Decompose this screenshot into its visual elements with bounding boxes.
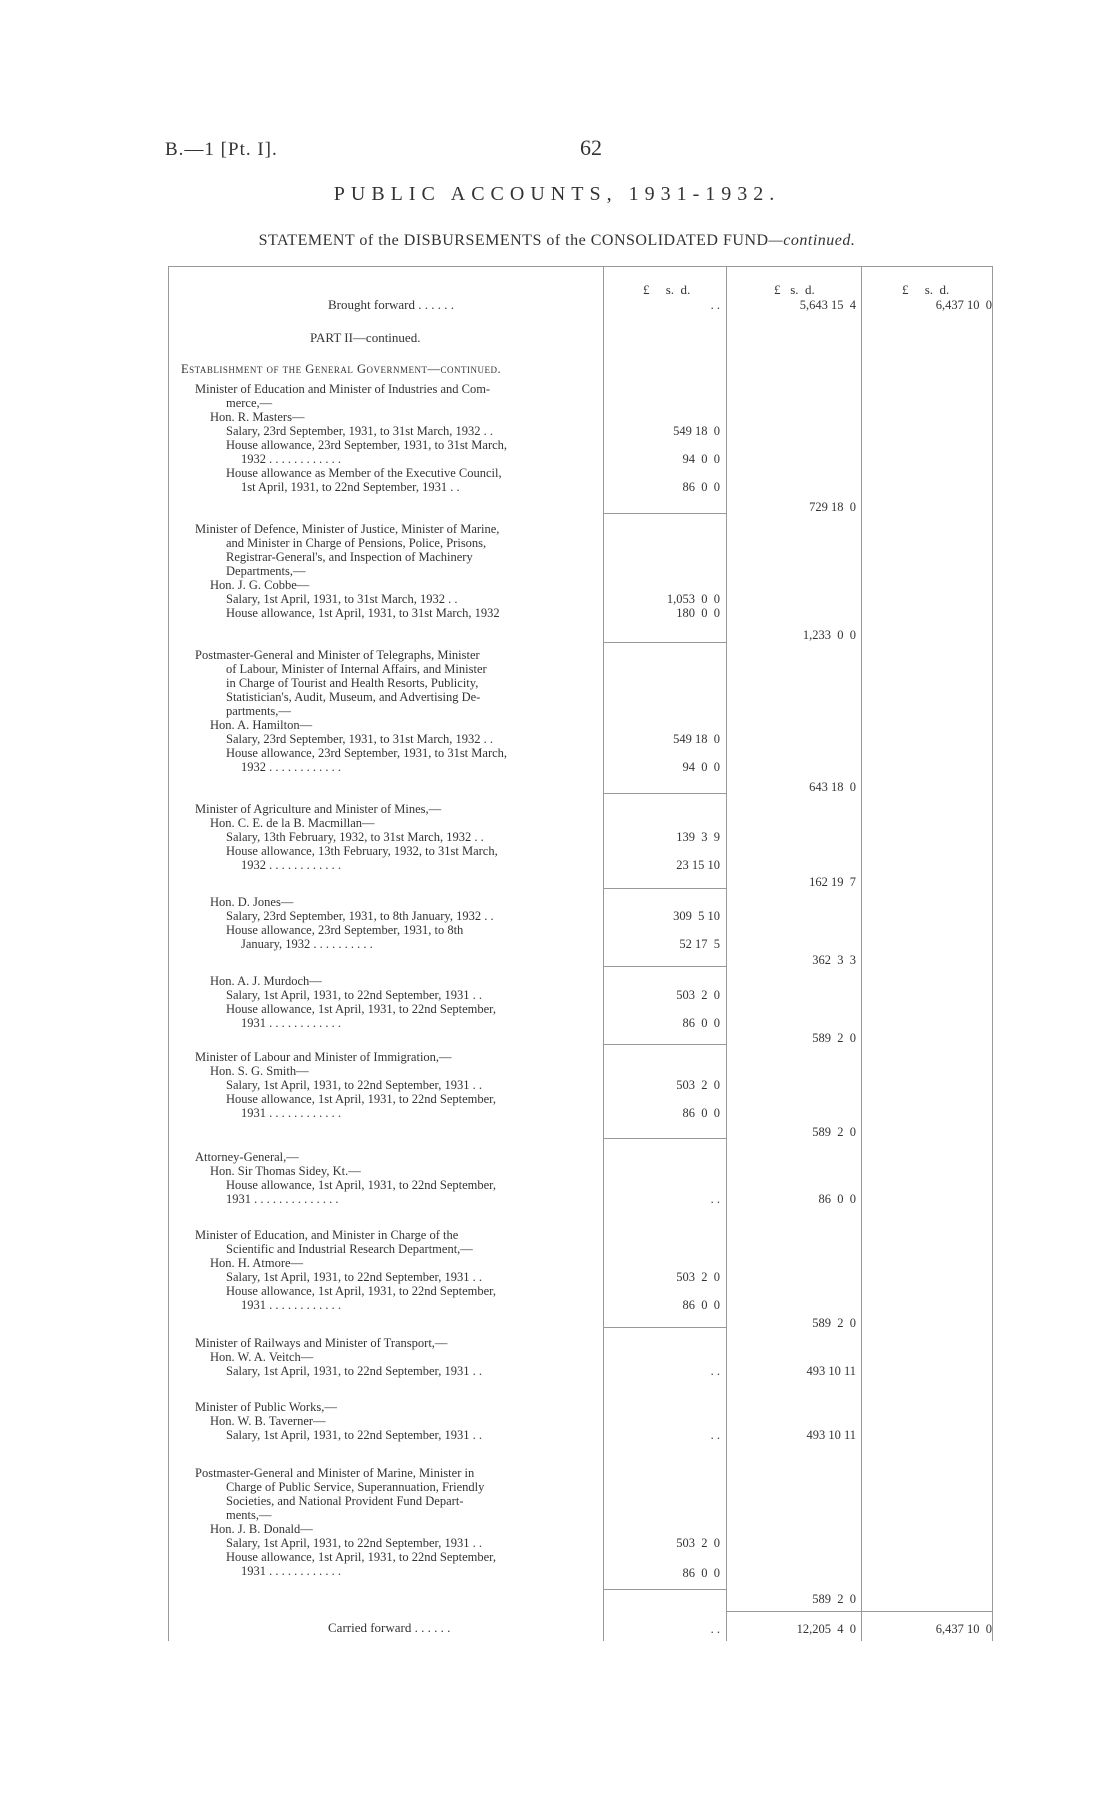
amount-subtotal: 729 18 0	[809, 500, 856, 514]
amount-subtotal: 362 3 3	[812, 953, 856, 967]
brought-forward-label: Brought forward . . . . . .	[328, 297, 455, 312]
entry-line: House allowance, 1st April, 1931, to 22nd September,	[226, 1284, 496, 1298]
entry-line: House allowance, 13th February, 1932, to 31st March,	[226, 844, 498, 858]
amount-house-allowance: 23 15 10	[676, 858, 720, 872]
entry-line: Postmaster-General and Minister of Marine, Minister in	[195, 1466, 475, 1480]
amount-col1: . .	[710, 1364, 720, 1378]
amount-house-allowance: 86 0 0	[682, 1298, 720, 1312]
entry-line: House allowance, 1st April, 1931, to 22nd September,	[226, 1178, 496, 1192]
amount-salary: 503 2 0	[676, 1270, 720, 1284]
entry-line: merce,—	[226, 396, 273, 410]
amount-salary: 549 18 0	[673, 424, 720, 438]
amount-house-allowance: 52 17 5	[679, 937, 720, 951]
amount-subtotal: 162 19 7	[809, 875, 856, 889]
entry-line: Minister of Defence, Minister of Justice, Minister of Marine,	[195, 522, 500, 536]
entry-line: in Charge of Tourist and Health Resorts, Publicity,	[226, 676, 479, 690]
entry-line: Salary, 1st April, 1931, to 22nd September, 1931 . .	[226, 1428, 482, 1442]
amount-salary: 1,053 0 0	[666, 592, 720, 606]
subtotal-rule-4	[603, 888, 726, 889]
entry-line: 1932 . . . . . . . . . . . .	[241, 760, 341, 774]
amount-house-allowance: 94 0 0	[682, 452, 720, 466]
entry-line: Hon. J. B. Donald—	[210, 1522, 313, 1536]
entry-line: partments,—	[226, 704, 291, 718]
amount-subtotal: 589 2 0	[812, 1592, 856, 1606]
entry-line: 1932 . . . . . . . . . . . .	[241, 452, 341, 466]
amount-salary: 503 2 0	[676, 1078, 720, 1092]
entry-line: House allowance, 1st April, 1931, to 31st March, 1932	[226, 606, 500, 620]
entry-line: 1931 . . . . . . . . . . . .	[241, 1564, 341, 1578]
entry-line: Hon. S. G. Smith—	[210, 1064, 309, 1078]
entry-line: 1931 . . . . . . . . . . . .	[241, 1016, 341, 1030]
entry-line: Hon. A. J. Murdoch—	[210, 974, 322, 988]
entry-line: 1st April, 1931, to 22nd September, 1931 . .	[241, 480, 460, 494]
column-1-heading: £ s. d.	[643, 282, 691, 297]
entry-line: Salary, 1st April, 1931, to 22nd September, 1931 . .	[226, 1270, 482, 1284]
carried-forward-rule	[726, 1611, 992, 1612]
entry-line: Minister of Labour and Minister of Immigration,—	[195, 1050, 452, 1064]
entry-line: House allowance as Member of the Executive Council,	[226, 466, 502, 480]
table-left-rule	[168, 266, 169, 1641]
subtitle-main: STATEMENT of the DISBURSEMENTS of the CONSOLIDATED FUND	[258, 232, 769, 249]
entry-line: Salary, 1st April, 1931, to 31st March, 1932 . .	[226, 592, 458, 606]
column-3-heading: £ s. d.	[902, 282, 950, 297]
entry-line: Societies, and National Provident Fund Depart-	[226, 1494, 464, 1508]
amount-house-allowance: 86 0 0	[682, 1106, 720, 1120]
entry-line: Postmaster-General and Minister of Telegraphs, Minister	[195, 648, 480, 662]
amount-subtotal: 589 2 0	[812, 1316, 856, 1330]
entry-line: and Minister in Charge of Pensions, Police, Prisons,	[226, 536, 487, 550]
entry-line: 1932 . . . . . . . . . . . .	[241, 858, 341, 872]
part-heading: PART II—continued.	[310, 330, 421, 345]
amount-col1: . .	[710, 1428, 720, 1442]
subtitle-continued: —continued.	[768, 232, 856, 249]
subtotal-rule-8	[603, 1327, 726, 1328]
entry-line: Statistician's, Audit, Museum, and Advertising De-	[226, 690, 481, 704]
entry-line: Hon. Sir Thomas Sidey, Kt.—	[210, 1164, 361, 1178]
amount-subtotal: 643 18 0	[809, 780, 856, 794]
brought-forward-col3: 6,437 10 0	[935, 298, 992, 312]
entry-line: ments,—	[226, 1508, 272, 1522]
entry-line: Salary, 1st April, 1931, to 22nd September, 1931 . .	[226, 1536, 482, 1550]
amount-house-allowance: 86 0 0	[682, 1566, 720, 1580]
subtotal-rule-9	[603, 1589, 726, 1590]
carried-forward-col3: 6,437 10 0	[935, 1622, 992, 1636]
entry-line: Salary, 23rd September, 1931, to 31st March, 1932 . .	[226, 732, 494, 746]
column-3-rule	[861, 266, 862, 1641]
subtotal-rule-1	[603, 513, 726, 514]
entry-line: Hon. W. A. Veitch—	[210, 1350, 314, 1364]
entry-line: Attorney-General,—	[195, 1150, 299, 1164]
amount-subtotal: 493 10 11	[806, 1364, 856, 1378]
entry-line: 1931 . . . . . . . . . . . .	[241, 1298, 341, 1312]
amount-subtotal: 493 10 11	[806, 1428, 856, 1442]
column-1-rule	[603, 266, 604, 1641]
entry-line: Registrar-General's, and Inspection of Machinery	[226, 550, 473, 564]
section-heading: Establishment of the General Government—continued.	[181, 362, 502, 376]
entry-line: Scientific and Industrial Research Department,—	[226, 1242, 473, 1256]
table-right-rule	[992, 266, 993, 1641]
amount-salary: 309 5 10	[673, 909, 720, 923]
page-title: PUBLIC ACCOUNTS, 1931-1932.	[333, 183, 781, 205]
subtotal-rule-5	[603, 966, 726, 967]
column-2-rule	[726, 266, 727, 1641]
entry-line: Hon. W. B. Taverner—	[210, 1414, 326, 1428]
brought-forward-col1: . .	[710, 298, 720, 312]
page-number: 62	[580, 135, 602, 160]
entry-line: Charge of Public Service, Superannuation, Friendly	[226, 1480, 485, 1494]
entry-line: Minister of Agriculture and Minister of Mines,—	[195, 802, 442, 816]
amount-house-allowance: 180 0 0	[676, 606, 720, 620]
carried-forward-label: Carried forward . . . . . .	[328, 1620, 451, 1635]
amount-subtotal: 589 2 0	[812, 1031, 856, 1045]
entry-line: House allowance, 1st April, 1931, to 22nd September,	[226, 1002, 496, 1016]
entry-line: Salary, 1st April, 1931, to 22nd September, 1931 . .	[226, 1364, 482, 1378]
entry-line: Minister of Education, and Minister in Charge of the	[195, 1228, 459, 1242]
amount-house-allowance: 94 0 0	[682, 760, 720, 774]
amount-subtotal: 1,233 0 0	[802, 628, 856, 642]
entry-line: Salary, 23rd September, 1931, to 8th January, 1932 . .	[226, 909, 494, 923]
brought-forward-col2: 5,643 15 4	[799, 298, 856, 312]
entry-line: Hon. H. Atmore—	[210, 1256, 304, 1270]
entry-line: Minister of Public Works,—	[195, 1400, 337, 1414]
entry-line: Salary, 1st April, 1931, to 22nd September, 1931 . .	[226, 988, 482, 1002]
amount-subtotal: 86 0 0	[818, 1192, 856, 1206]
amount-salary: 503 2 0	[676, 988, 720, 1002]
entry-line: 1931 . . . . . . . . . . . . . .	[226, 1192, 339, 1206]
entry-line: Salary, 23rd September, 1931, to 31st March, 1932 . .	[226, 424, 494, 438]
entry-line: House allowance, 23rd September, 1931, to 8th	[226, 923, 464, 937]
entry-line: Hon. D. Jones—	[210, 895, 294, 909]
entry-line: Salary, 1st April, 1931, to 22nd September, 1931 . .	[226, 1078, 482, 1092]
document-reference: B.—1 [Pt. I].	[165, 139, 278, 160]
statement-subtitle	[0, 232, 1114, 250]
entry-line: 1931 . . . . . . . . . . . .	[241, 1106, 341, 1120]
subtotal-rule-7	[603, 1138, 726, 1139]
entry-line: Departments,—	[226, 564, 306, 578]
amount-council-allowance: 86 0 0	[682, 480, 720, 494]
entry-line: January, 1932 . . . . . . . . . .	[241, 937, 373, 951]
carried-forward-col1: . .	[710, 1622, 720, 1636]
entry-line: Minister of Education and Minister of Industries and Com-	[195, 382, 491, 396]
subtotal-rule-2	[603, 642, 726, 643]
subtotal-rule-3	[603, 793, 726, 794]
entry-line: Salary, 13th February, 1932, to 31st March, 1932 . .	[226, 830, 484, 844]
amount-subtotal: 589 2 0	[812, 1125, 856, 1139]
entry-line: House allowance, 1st April, 1931, to 22nd September,	[226, 1092, 496, 1106]
amount-salary: 139 3 9	[676, 830, 720, 844]
entry-line: Minister of Railways and Minister of Transport,—	[195, 1336, 448, 1350]
column-2-heading: £ s. d.	[774, 282, 815, 297]
entry-line: House allowance, 23rd September, 1931, to 31st March,	[226, 438, 508, 452]
entry-line: Hon. C. E. de la B. Macmillan—	[210, 816, 375, 830]
entry-line: House allowance, 23rd September, 1931, to 31st March,	[226, 746, 508, 760]
entry-line: Hon. J. G. Cobbe—	[210, 578, 310, 592]
amount-salary: 503 2 0	[676, 1536, 720, 1550]
entry-line: of Labour, Minister of Internal Affairs, and Minister	[226, 662, 487, 676]
carried-forward-col2: 12,205 4 0	[796, 1622, 856, 1636]
entry-line: House allowance, 1st April, 1931, to 22nd September,	[226, 1550, 496, 1564]
amount-salary: 549 18 0	[673, 732, 720, 746]
entry-line: Hon. R. Masters—	[210, 410, 305, 424]
entry-line: Hon. A. Hamilton—	[210, 718, 313, 732]
table-top-rule	[168, 266, 992, 267]
subtotal-rule-6	[603, 1044, 726, 1045]
amount-col1: . .	[710, 1192, 720, 1206]
amount-house-allowance: 86 0 0	[682, 1016, 720, 1030]
